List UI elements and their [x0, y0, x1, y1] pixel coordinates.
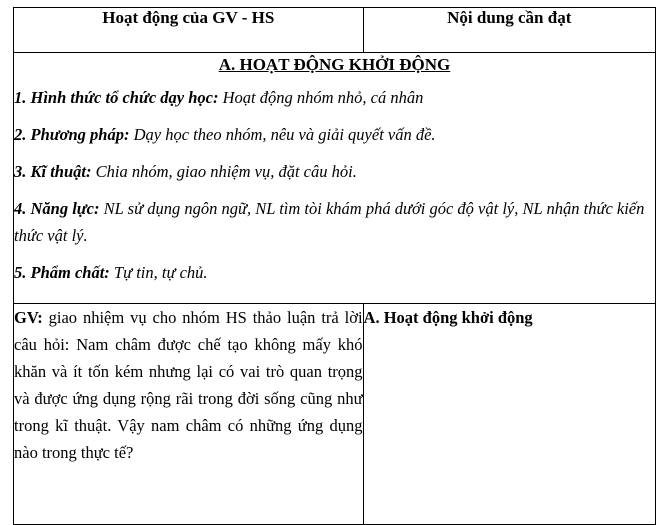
section-cell [14, 53, 656, 304]
item-text: Hoạt động nhóm nhỏ, cá nhân [218, 88, 424, 107]
lesson-table [13, 7, 656, 525]
item-label: 5. Phẩm chất: [14, 263, 110, 282]
item-text: Dạy học theo nhóm, nêu và giải quyết vấn đề. [129, 125, 436, 144]
section-row [14, 53, 656, 304]
list-item [14, 121, 655, 148]
item-label: 2. Phương pháp: [14, 125, 130, 144]
teacher-activity-cell [14, 304, 364, 525]
table-header-row [14, 8, 656, 53]
list-item [14, 158, 655, 185]
header-content: Nội dung cần đạt [363, 8, 655, 53]
list-item [14, 84, 655, 111]
gv-label: GV: [14, 308, 43, 327]
list-item [14, 195, 655, 249]
content-cell: A. Hoạt động khởi động [363, 304, 655, 525]
item-text: Chia nhóm, giao nhiệm vụ, đặt câu hỏi. [91, 162, 357, 181]
item-label: 1. Hình thức tổ chức dạy học: [14, 88, 219, 107]
item-text: Tự tin, tự chủ. [109, 263, 208, 282]
item-label: 4. Năng lực: [14, 199, 100, 218]
item-label: 3. Kĩ thuật: [14, 162, 92, 181]
list-item [14, 259, 655, 286]
item-text: NL sử dụng ngôn ngữ, NL tìm tòi khám phá dưới góc độ vật lý, NL nhận thức kiến thức vật lý. [14, 199, 645, 245]
section-title: A. HOẠT ĐỘNG KHỞI ĐỘNG [218, 55, 451, 74]
gv-text: giao nhiệm vụ cho nhóm HS thảo luận trả lời câu hỏi: Nam châm được chế tạo không mấy khó khăn và ít tốn kém nhưng lại có vai trò quan trọng và được ứng dụng rộng rãi trong đời sống cũng như trong kĩ thuật. Vậy nam châm có những ứng dụng nào trong thực tế? [14, 308, 363, 462]
header-teacher-student: Hoạt động của GV - HS [14, 8, 364, 53]
activity-row [14, 304, 656, 525]
